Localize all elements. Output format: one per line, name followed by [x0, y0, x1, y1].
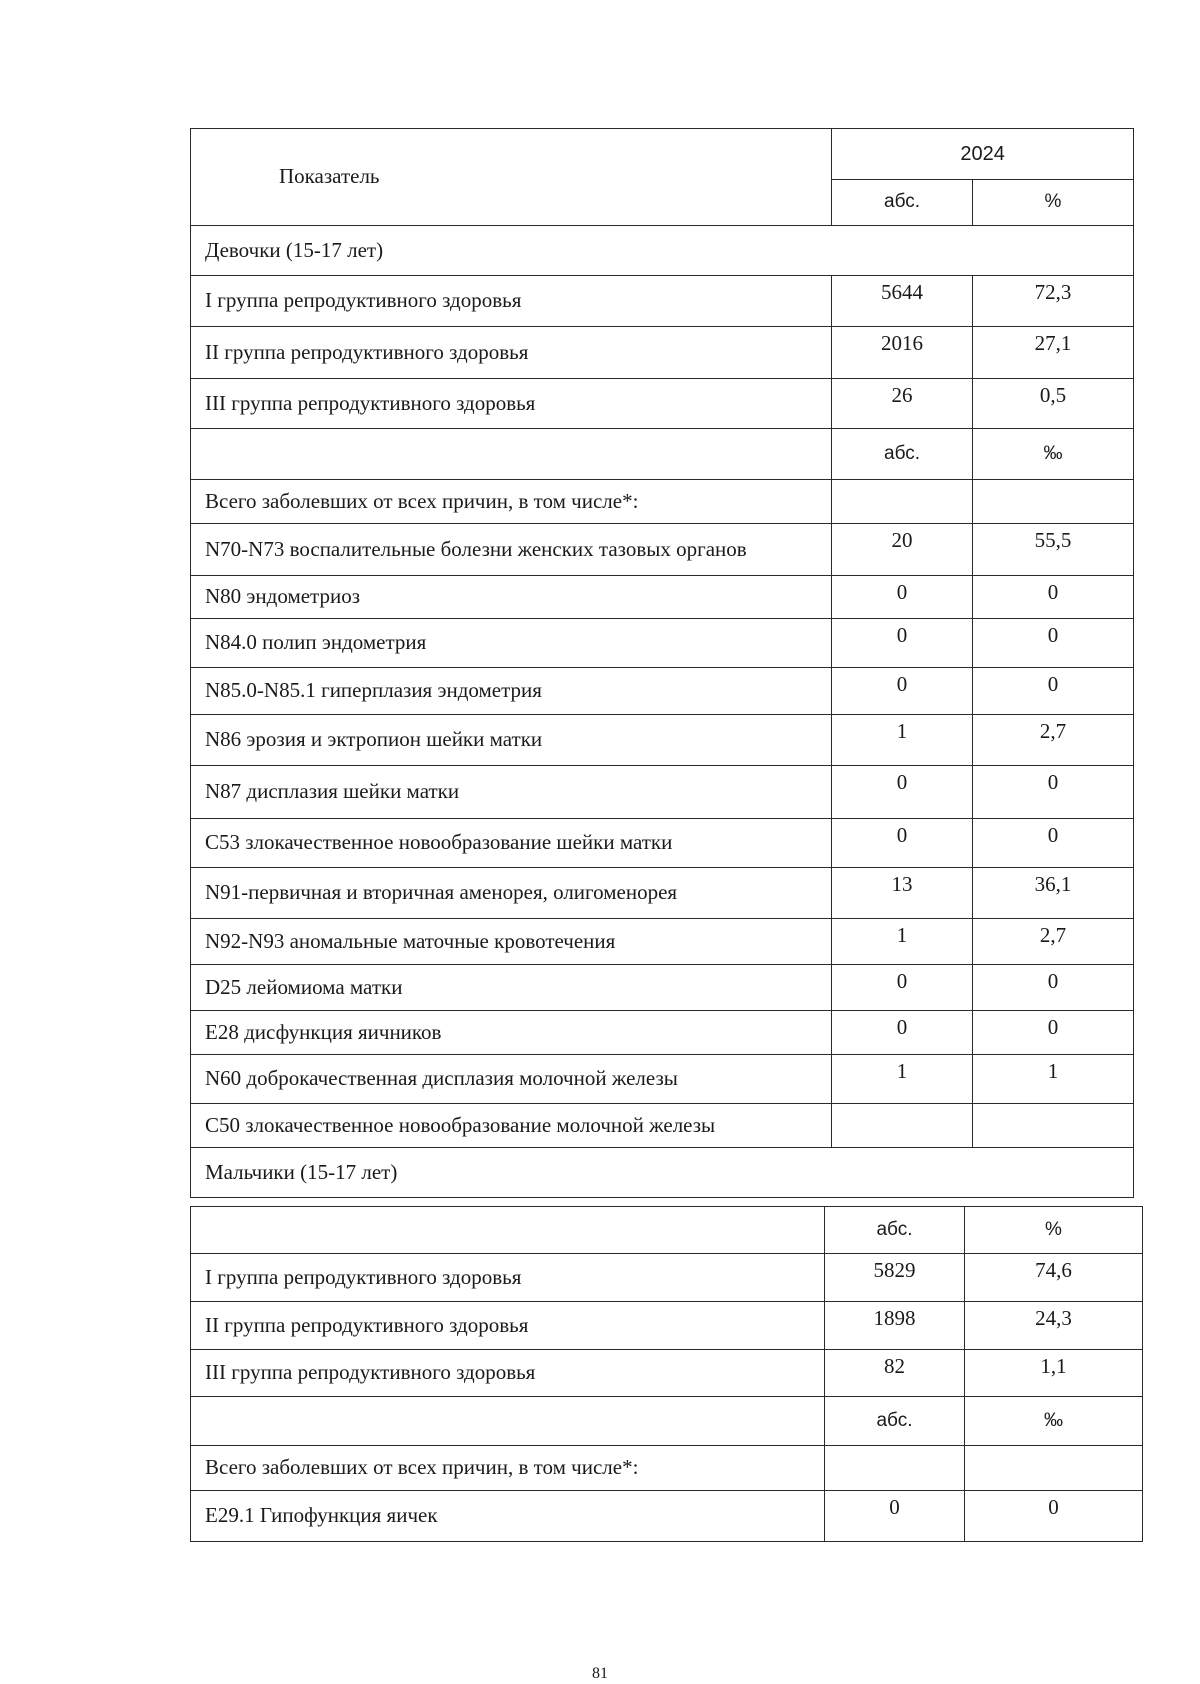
abs-cell: 82 — [825, 1350, 965, 1397]
abs-cell: 1 — [832, 919, 973, 965]
table-row — [191, 965, 1134, 1011]
abs-cell: 5829 — [825, 1254, 965, 1302]
value-cell: 0 — [972, 576, 1133, 619]
row-label: N92-N93 аномальные маточные кровотечения — [191, 919, 832, 965]
table-row — [191, 919, 1134, 965]
row-label: E28 дисфункция яичников — [191, 1011, 832, 1055]
row-label: N91-первичная и вторичная аменорея, олигоменорея — [191, 868, 832, 919]
pct-subheader: % — [965, 1207, 1143, 1254]
girls-section-title: Девочки (15-17 лет) — [191, 226, 1134, 276]
table-row — [191, 1011, 1134, 1055]
value-cell: 0 — [972, 766, 1133, 819]
abs-cell: 0 — [832, 619, 973, 668]
empty-cell — [832, 480, 973, 524]
pct-cell: 27,1 — [972, 327, 1133, 379]
abs-cell: 26 — [832, 379, 973, 429]
indicator-header: Показатель — [191, 129, 832, 226]
table-row — [191, 819, 1134, 868]
pct-cell: 72,3 — [972, 276, 1133, 327]
table-row — [191, 1491, 1143, 1542]
table-row — [191, 480, 1134, 524]
pct-cell: 24,3 — [965, 1302, 1143, 1350]
pct-cell: 74,6 — [965, 1254, 1143, 1302]
abs-cell: 1898 — [825, 1302, 965, 1350]
row-label: N85.0-N85.1 гиперплазия эндометрия — [191, 668, 832, 715]
empty-cell — [965, 1446, 1143, 1491]
table-row — [191, 1302, 1143, 1350]
row-label: N60 доброкачественная дисплазия молочной железы — [191, 1055, 832, 1104]
table-row — [191, 379, 1134, 429]
table-row — [191, 715, 1134, 766]
empty-cell — [191, 1397, 825, 1446]
abs-cell: 20 — [832, 524, 973, 576]
abs-cell: 2016 — [832, 327, 973, 379]
row-label: C53 злокачественное новообразование шейки матки — [191, 819, 832, 868]
abs-cell: 0 — [825, 1491, 965, 1542]
table-row — [191, 868, 1134, 919]
table-row — [191, 524, 1134, 576]
row-label: I группа репродуктивного здоровья — [191, 1254, 825, 1302]
abs-subheader: абс. — [825, 1207, 965, 1254]
row-label: III группа репродуктивного здоровья — [191, 379, 832, 429]
abs-cell: 5644 — [832, 276, 973, 327]
row-label: N84.0 полип эндометрия — [191, 619, 832, 668]
value-cell: 2,7 — [972, 919, 1133, 965]
row-label: II группа репродуктивного здоровья — [191, 327, 832, 379]
permille-subheader: ‰ — [972, 429, 1133, 480]
table-row — [191, 1104, 1134, 1148]
row-label: N86 эрозия и эктропион шейки матки — [191, 715, 832, 766]
boys-table — [190, 1206, 1143, 1542]
pct-header: % — [972, 180, 1133, 226]
table-row — [191, 619, 1134, 668]
abs-cell: 13 — [832, 868, 973, 919]
table-row — [191, 327, 1134, 379]
value-cell: 1 — [972, 1055, 1133, 1104]
abs-cell: 0 — [832, 1011, 973, 1055]
abs-cell: 1 — [832, 1055, 973, 1104]
abs-cell — [832, 1104, 973, 1148]
value-cell: 0 — [972, 1011, 1133, 1055]
row-label: II группа репродуктивного здоровья — [191, 1302, 825, 1350]
table-row — [191, 1350, 1143, 1397]
empty-cell — [191, 429, 832, 480]
abs-header: абс. — [832, 180, 973, 226]
abs-subheader: абс. — [832, 429, 973, 480]
pct-cell: 1,1 — [965, 1350, 1143, 1397]
row-label: III группа репродуктивного здоровья — [191, 1350, 825, 1397]
empty-cell — [825, 1446, 965, 1491]
value-cell: 0 — [972, 819, 1133, 868]
table-row — [191, 276, 1134, 327]
row-label: N80 эндометриоз — [191, 576, 832, 619]
table-row — [191, 668, 1134, 715]
girls-table — [190, 128, 1134, 1198]
table-row — [191, 576, 1134, 619]
value-cell: 0 — [972, 619, 1133, 668]
table-row — [191, 1254, 1143, 1302]
abs-cell: 0 — [832, 766, 973, 819]
boys-section-title: Мальчики (15-17 лет) — [191, 1148, 1134, 1198]
abs-cell: 0 — [832, 819, 973, 868]
year-header: 2024 — [832, 129, 1134, 180]
total-label: Всего заболевших от всех причин, в том числе*: — [191, 1446, 825, 1491]
pct-cell: 0,5 — [972, 379, 1133, 429]
value-cell: 36,1 — [972, 868, 1133, 919]
page-number: 81 — [592, 1665, 608, 1682]
table-row — [191, 1055, 1134, 1104]
row-label: C50 злокачественное новообразование молочной железы — [191, 1104, 832, 1148]
row-label: N70-N73 воспалительные болезни женских тазовых органов — [191, 524, 832, 576]
value-cell: 0 — [965, 1491, 1143, 1542]
value-cell: 2,7 — [972, 715, 1133, 766]
value-cell: 0 — [972, 965, 1133, 1011]
abs-cell: 0 — [832, 668, 973, 715]
empty-cell — [191, 1207, 825, 1254]
row-label: N87 дисплазия шейки матки — [191, 766, 832, 819]
empty-cell — [972, 480, 1133, 524]
row-label: E29.1 Гипофункция яичек — [191, 1491, 825, 1542]
value-cell: 55,5 — [972, 524, 1133, 576]
row-label: I группа репродуктивного здоровья — [191, 276, 832, 327]
abs-cell: 0 — [832, 576, 973, 619]
value-cell — [972, 1104, 1133, 1148]
abs-cell: 1 — [832, 715, 973, 766]
total-label: Всего заболевших от всех причин, в том числе*: — [191, 480, 832, 524]
table-row — [191, 766, 1134, 819]
abs-cell: 0 — [832, 965, 973, 1011]
permille-subheader: ‰ — [965, 1397, 1143, 1446]
value-cell: 0 — [972, 668, 1133, 715]
row-label: D25 лейомиома матки — [191, 965, 832, 1011]
table-row — [191, 1446, 1143, 1491]
abs-subheader: абс. — [825, 1397, 965, 1446]
